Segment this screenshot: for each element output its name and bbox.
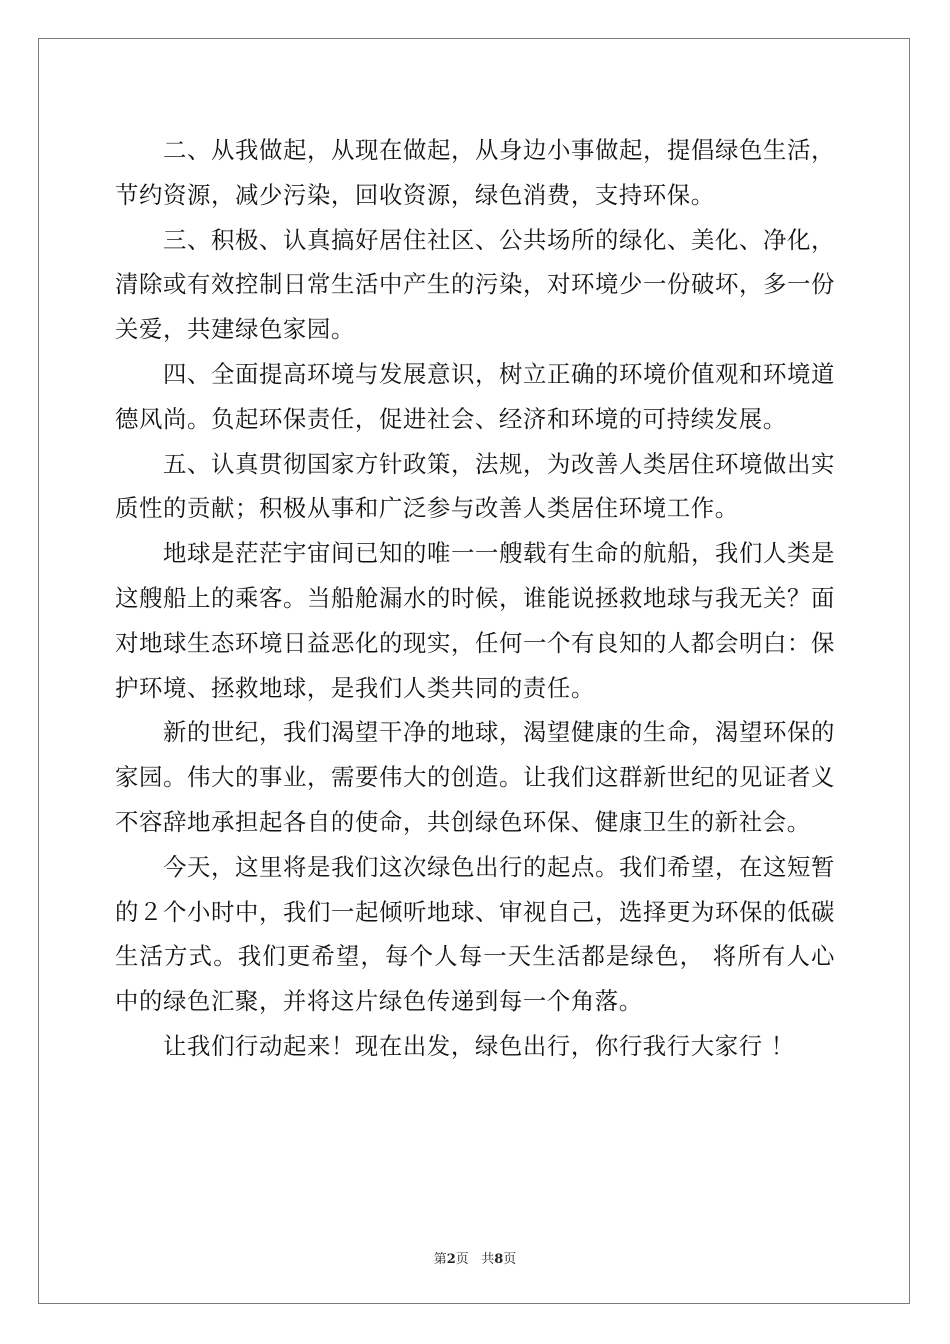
paragraph: 四、全面提高环境与发展意识，树立正确的环境价值观和环境道德风尚。负起环保责任，促进社会、经济和环境的可持续发展。 (115, 359, 835, 433)
total-suffix: 页 (503, 1252, 517, 1267)
page-prefix: 第 (433, 1252, 447, 1267)
document-body (115, 128, 835, 1069)
paragraph: 五、认真贯彻国家方针政策，法规，为改善人类居住环境做出实质性的贡献；积极从事和广泛参与改善人类居住环境工作。 (115, 449, 835, 523)
page-suffix: 页 (455, 1252, 469, 1267)
paragraph: 地球是茫茫宇宙间已知的唯一一艘载有生命的航船，我们人类是这艘船上的乘客。当船舱漏水的时候，谁能说拯救地球与我无关？面对地球生态环境日益恶化的现实，任何一个有良知的人都会明白：保护环境、拯救地球，是我们人类共同的责任。 (115, 539, 835, 702)
page-footer (0, 1248, 950, 1267)
page-number: 2 (446, 1252, 456, 1267)
total-pages: 8 (494, 1252, 504, 1267)
paragraph: 三、积极、认真搞好居住社区、公共场所的绿化、美化、净化，清除或有效控制日常生活中产生的污染，对环境少一份破坏，多一份关爱，共建绿色家园。 (115, 225, 835, 344)
paragraph: 二、从我做起，从现在做起，从身边小事做起，提倡绿色生活，节约资源，减少污染，回收资源，绿色消费，支持环保。 (115, 136, 835, 209)
paragraph: 新的世纪，我们渴望干净的地球，渴望健康的生命，渴望环保的家园。伟大的事业，需要伟大的创造。让我们这群新世纪的见证者义不容辞地承担起各自的使命，共创绿色环保、健康卫生的新社会。 (115, 718, 835, 836)
total-prefix: 共 (481, 1252, 495, 1267)
paragraph: 今天，这里将是我们这次绿色出行的起点。我们希望，在这短暂的２个小时中，我们一起倾听地球、审视自己，选择更为环保的低碳生活方式。我们更希望，每个人每一天生活都是绿色， 将所有人心中的绿色汇聚，并将这片绿色传递到每一个角落。 (115, 852, 835, 1016)
paragraph: 让我们行动起来！现在出发，绿色出行，你行我行大家行 ！ (163, 1031, 795, 1060)
